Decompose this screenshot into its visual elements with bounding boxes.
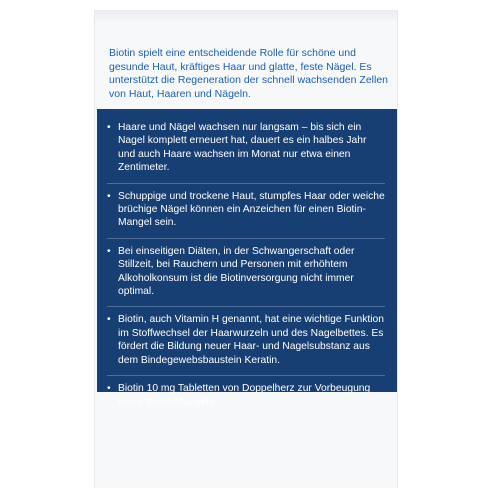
bullet-text: Biotin 10 mg Tabletten von Doppelherz zur Vorbeugung eines Biotin-Mangels.	[118, 383, 371, 408]
list-item	[107, 121, 385, 184]
bullet-text: Bei einseitigen Diäten, in der Schwangerschaft oder Stillzeit, bei Rauchern und Personen mit erhöhtem Alkoholkonsum ist die Biotinversorgung nicht immer optimal.	[118, 245, 355, 298]
bullet-marker: •	[107, 314, 111, 326]
intro-paragraph: Biotin spielt eine entscheidende Rolle für schöne und gesunde Haut, kräftiges Haar und glatte, feste Nägel. Es unterstützt die Regeneration der schnell wachsenden Zellen von Haut, Haaren und Nägeln.	[109, 47, 389, 101]
product-box-back	[94, 10, 398, 488]
bullet-marker: •	[107, 190, 111, 202]
list-item	[107, 382, 385, 417]
list-item	[107, 245, 385, 308]
box-top-flap	[95, 10, 397, 22]
bullet-list	[107, 121, 385, 417]
bullet-marker: •	[107, 245, 111, 257]
bullet-text: Schuppige und trockene Haut, stumpfes Haar oder weiche brüchige Nägel können ein Anzeichen für einen Biotin-Mangel sein.	[118, 190, 385, 229]
list-item	[107, 313, 385, 376]
bullet-text: Haare und Nägel wachsen nur langsam – bis sich ein Nagel komplett erneuert hat, dauert es ein halbes Jahr und auch Haare wachsen im Monat nur etwa einen Zentimeter.	[118, 122, 367, 174]
list-item	[107, 190, 385, 239]
bullet-marker: •	[107, 122, 111, 133]
info-panel	[97, 109, 397, 408]
bullet-text: Biotin, auch Vitamin H genannt, hat eine wichtige Funktion im Stoffwechsel der Haarwurzeln und des Nagelbettes. Es fördert die Bildung neuer Haar- und Nagelsubstanz aus dem Bindegewebsbaustein Keratin.	[118, 314, 384, 366]
bullet-marker: •	[107, 383, 111, 395]
